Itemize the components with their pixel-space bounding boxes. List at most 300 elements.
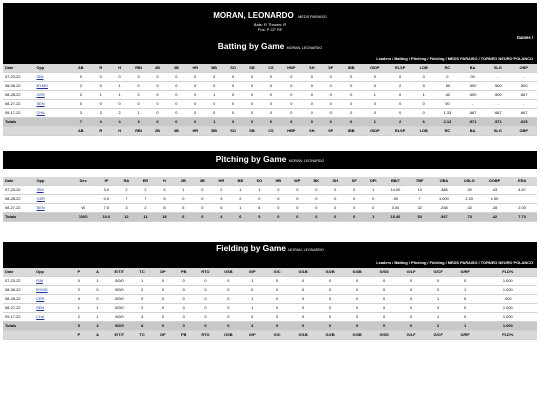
pitching-row	[3, 186, 537, 195]
pitching-row-cell: 7	[117, 195, 136, 204]
fielding-row-cell: 0	[217, 286, 240, 295]
batting-footer-header-cell: HR	[186, 127, 205, 136]
pitching-totals-row-cell: 12	[117, 213, 136, 222]
fielding-row-cell: 1.000	[479, 277, 537, 286]
pitching-column-header-cell: BB	[231, 177, 250, 186]
fielding-totals-row-cell: 0	[398, 322, 425, 331]
batting-row-cell: 07-23-22	[3, 73, 35, 82]
pitching-row-cell: 1	[231, 186, 250, 195]
pitching-row-cell: 7.0	[96, 204, 117, 213]
batting-row-cell: 0	[110, 73, 129, 82]
batting-row-cell: 0	[70, 100, 91, 109]
batting-row-cell: .667	[485, 109, 510, 118]
fielding-row-cell: 07-23-22	[3, 277, 34, 286]
pitching-totals-row-cell: 15.40	[383, 213, 408, 222]
batting-row-cell: 0	[280, 73, 302, 82]
batting-column-header-cell: OBP	[510, 64, 537, 73]
fielding-row-cell: 0/0/0	[107, 286, 132, 295]
fielding-footer-header-cell: PB	[173, 331, 194, 340]
fielding-row-cell: 1	[425, 295, 452, 304]
fielding-row-cell: 0	[290, 286, 317, 295]
pitching-row-cell: 1	[174, 186, 193, 195]
batting-row-cell: 3	[91, 109, 110, 118]
fielding-row-cell: 0/0/0	[107, 313, 132, 322]
fielding-totals-row	[3, 322, 537, 331]
pitching-totals-row-cell: .367	[431, 213, 456, 222]
pitching-totals-row-cell: 0	[193, 213, 212, 222]
fielding-column-header-cell: E/T/T	[107, 268, 132, 277]
pitching-totals-row-cell: 1	[364, 213, 383, 222]
batting-footer-header-cell: IBB	[340, 127, 362, 136]
fielding-totals-row-cell: 2	[425, 322, 452, 331]
opponent-link[interactable]: ISM	[35, 186, 71, 195]
batting-totals-row-cell: 4	[110, 118, 129, 127]
fielding-footer-header-cell: G/CF	[425, 331, 452, 340]
opponent-link[interactable]: ISM	[34, 277, 69, 286]
pitching-row-cell: 3	[212, 195, 231, 204]
pitching-row-cell: 7	[136, 195, 155, 204]
batting-totals-row-cell	[35, 118, 71, 127]
pitching-row-cell: 08-27-22	[3, 204, 35, 213]
pitching-row-cell: 0	[269, 186, 288, 195]
batting-row-cell: 0	[388, 100, 413, 109]
batting-row-cell: 08-27-22	[3, 100, 35, 109]
batting-footer-header-cell: SB	[243, 127, 262, 136]
fielding-row-cell: 0/0/0	[107, 304, 132, 313]
batting-row-cell: 0	[302, 109, 321, 118]
fielding-footer-header-cell: G/3B	[344, 331, 371, 340]
fielding-header	[3, 242, 537, 268]
fielding-row-cell: 0	[398, 277, 425, 286]
batting-row-cell: 0	[91, 82, 110, 91]
batting-row-cell: -	[510, 100, 537, 109]
fielding-row-cell: 2	[132, 304, 153, 313]
fielding-row	[3, 295, 537, 304]
fielding-row-cell: 1	[240, 304, 265, 313]
batting-footer-header-cell: BB	[205, 127, 224, 136]
pitching-totals-row-cell: 6	[231, 213, 250, 222]
batting-nav-links[interactable]: Leaders / Batting / Pitching / Fielding / MEDS PARAISO / TORNEO NEURO POLANCO	[376, 56, 533, 61]
pitching-totals-row-cell: Totals	[3, 213, 35, 222]
batting-column-header-cell: Opp	[35, 64, 71, 73]
batting-row-cell: 2	[388, 82, 413, 91]
batting-row-cell: .667	[510, 91, 537, 100]
pitching-player: MORAN, LEONARDO	[288, 159, 325, 163]
batting-row-cell: 0	[340, 82, 362, 91]
pitching-row-cell: 0	[288, 204, 307, 213]
batting-totals-row-cell: 0	[224, 118, 243, 127]
fielding-row-cell: 0	[371, 295, 398, 304]
batting-row-cell: 0	[302, 100, 321, 109]
fielding-table	[3, 268, 537, 340]
batting-row-cell: 0	[321, 73, 340, 82]
batting-row-cell: 0	[186, 100, 205, 109]
pitching-row-cell: 4.67	[507, 186, 537, 195]
fielding-column-header-cell: RTO	[194, 268, 217, 277]
batting-row-cell: 0	[302, 73, 321, 82]
fielding-row-cell: 0	[217, 304, 240, 313]
pitching-row-cell: 0	[326, 204, 345, 213]
pitching-totals-row-cell: 9	[250, 213, 269, 222]
batting-footer-header-cell	[3, 127, 35, 136]
batting-row-cell: 0	[388, 91, 413, 100]
fielding-footer-header-cell: G/RF	[452, 331, 479, 340]
fielding-totals-row-cell: 0/0/0	[107, 322, 132, 331]
pitching-row-cell: 3.00	[383, 204, 408, 213]
pitching-title: Pitching by Game	[215, 154, 287, 164]
batting-column-header-cell: HR	[186, 64, 205, 73]
fielding-column-header-cell: G/2B	[317, 268, 344, 277]
batting-column-header-cell: BA	[460, 64, 485, 73]
batting-row-cell: 0	[243, 91, 262, 100]
fielding-row-cell: 0	[398, 304, 425, 313]
fielding-column-header-cell: OSB	[217, 268, 240, 277]
batting-row-cell: 0	[388, 109, 413, 118]
pitching-column-header-cell: SF	[345, 177, 364, 186]
pitching-row-cell: 0	[326, 195, 345, 204]
batting-totals-row-cell: 0	[280, 118, 302, 127]
fielding-row-cell: 0	[153, 313, 174, 322]
pitching-column-header-cell: OSLG	[457, 177, 482, 186]
batting-row-cell: -	[510, 73, 537, 82]
batting-row-cell: 0	[280, 100, 302, 109]
player-header	[3, 3, 537, 44]
fielding-row	[3, 286, 537, 295]
batting-player: MORAN, LEONARDO	[286, 46, 323, 50]
batting-row-cell: 0	[224, 82, 243, 91]
batting-row-cell: 0	[167, 91, 186, 100]
fielding-row-cell: 0	[194, 286, 217, 295]
pitching-column-header-cell: BB/7	[383, 177, 408, 186]
batting-row-cell: 09-17-22	[3, 109, 35, 118]
batting-row-cell: 0	[362, 73, 387, 82]
batting-row-cell: 0	[280, 91, 302, 100]
fielding-row-cell: 0	[132, 295, 153, 304]
pitching-table	[3, 177, 537, 222]
opponent-link[interactable]: CER	[35, 195, 71, 204]
batting-footer-header-cell: OBP	[510, 127, 537, 136]
fielding-row-cell: 0	[173, 304, 194, 313]
fielding-footer-header-cell: G/SS	[371, 331, 398, 340]
fielding-row-cell: 0	[88, 295, 107, 304]
batting-footer-header-cell: HBP	[280, 127, 302, 136]
fielding-row-cell: 0	[194, 304, 217, 313]
fielding-row-cell: 1	[88, 313, 107, 322]
pitching-row-cell: 0	[288, 195, 307, 204]
batting-row-cell: 2	[129, 91, 148, 100]
fielding-row-cell: 0	[153, 277, 174, 286]
batting-footer-header-cell: BA	[460, 127, 485, 136]
pitching-row-cell: 0	[364, 204, 383, 213]
fielding-column-header-cell: G/RF	[452, 268, 479, 277]
batting-totals-row-cell: 6	[413, 118, 435, 127]
batting-row-cell: 0	[413, 100, 435, 109]
batting-row-cell: 0	[340, 73, 362, 82]
batting-row-cell: 0	[148, 100, 167, 109]
pitching-column-header-cell: Date	[3, 177, 35, 186]
pitching-column-header-cell: SO	[250, 177, 269, 186]
fielding-row-cell: 09-17-22	[3, 313, 34, 322]
pitching-totals-row-cell: .42	[482, 213, 507, 222]
fielding-totals-row-cell: 0	[153, 322, 174, 331]
pitching-totals-row-cell: 0	[269, 213, 288, 222]
fielding-row-cell: 0	[425, 277, 452, 286]
batting-title: Batting by Game	[217, 41, 285, 51]
fielding-footer-header-cell: OSB	[217, 331, 240, 340]
pitching-row-cell: 2	[231, 195, 250, 204]
opponent-link[interactable]: SEN	[34, 304, 69, 313]
games-link[interactable]: Games /	[516, 35, 533, 40]
fielding-totals-row-cell: Totals	[3, 322, 34, 331]
opponent-link[interactable]: CER	[35, 91, 71, 100]
pitching-totals-row-cell: 10.0	[96, 213, 117, 222]
pitching-row-cell: 14.00	[383, 186, 408, 195]
batting-footer-header-cell: GIDP	[362, 127, 387, 136]
fielding-footer-header-cell: G/LF	[398, 331, 425, 340]
batting-row-cell: -	[460, 100, 485, 109]
batting-row-cell: 00	[460, 73, 485, 82]
pitching-column-header-cell: DPI	[364, 177, 383, 186]
fielding-totals-row-cell: 0	[344, 322, 371, 331]
fielding-row-cell: 0	[317, 277, 344, 286]
pitching-row-cell: 3.0	[96, 186, 117, 195]
batting-footer-header-cell: RC	[435, 127, 460, 136]
fielding-column-header-cell: G/3B	[344, 268, 371, 277]
player-name: MORAN, LEONARDO	[213, 11, 294, 20]
pitching-row-cell: 0	[345, 186, 364, 195]
fielding-player: MORAN, LEONARDO	[288, 248, 324, 252]
batting-column-header-cell: R	[91, 64, 110, 73]
batting-column-header-cell: GIDP	[362, 64, 387, 73]
fielding-nav-links[interactable]: Leaders / Batting / Pitching / Fielding / MEDS PARAISO / TORNEO NEURO POLANCO	[376, 260, 533, 265]
batting-row-cell: .667	[510, 109, 537, 118]
pitching-totals-row-cell: 11	[136, 213, 155, 222]
batting-row-cell: 0	[129, 100, 148, 109]
batting-row-cell: 1	[91, 91, 110, 100]
pitching-row-cell: 0	[212, 204, 231, 213]
pitching-row-cell: 2	[136, 186, 155, 195]
fielding-footer-header-cell: RTO	[194, 331, 217, 340]
fielding-row-cell: 0	[371, 313, 398, 322]
pitching-row-cell: 0	[345, 195, 364, 204]
pitching-row-cell: 0	[269, 204, 288, 213]
batting-row-cell: 0	[186, 82, 205, 91]
fielding-row-cell: 0	[69, 277, 88, 286]
fielding-row-cell: 08-27-22	[3, 304, 34, 313]
batting-row-cell: 00	[435, 100, 460, 109]
batting-row-cell: 0	[224, 100, 243, 109]
opponent-link[interactable]: SEN	[35, 100, 71, 109]
batting-row	[3, 73, 537, 82]
fielding-totals-row-cell: 8	[132, 322, 153, 331]
batting-row-cell: 0	[205, 100, 224, 109]
pitching-totals-row-cell: 53	[408, 213, 431, 222]
batting-column-header-cell: 3B	[167, 64, 186, 73]
batting-row-cell: 0	[70, 73, 91, 82]
pitching-row-cell: 0	[345, 204, 364, 213]
fielding-totals-row-cell	[34, 322, 69, 331]
batting-row-cell: 0	[205, 73, 224, 82]
batting-row-cell: 0	[261, 100, 280, 109]
batting-column-header-cell: AB	[70, 64, 91, 73]
batting-row-cell: 0	[243, 109, 262, 118]
fielding-totals-row-cell: 1	[452, 322, 479, 331]
fielding-row-cell: 0/0/0	[107, 277, 132, 286]
batting-footer-header-cell: CS	[261, 127, 280, 136]
batting-row-cell: 3	[70, 109, 91, 118]
pitching-row-cell: 14	[408, 186, 431, 195]
batting-column-header-cell: RC	[435, 64, 460, 73]
batting-column-header-cell: IBB	[340, 64, 362, 73]
opponent-link[interactable]: SEN	[35, 204, 71, 213]
fielding-row-cell: 0	[344, 313, 371, 322]
pitching-header	[3, 151, 537, 169]
batting-row-cell: .50	[435, 82, 460, 91]
batting-column-header-cell: BB	[205, 64, 224, 73]
batting-totals-row-cell: 0	[340, 118, 362, 127]
pitching-column-header-cell: 3B	[193, 177, 212, 186]
fielding-totals-row-cell: 0	[194, 322, 217, 331]
fielding-row-cell: 1.000	[479, 286, 537, 295]
fielding-row-cell: .000	[479, 295, 537, 304]
batting-footer-header-cell: RLSP	[388, 127, 413, 136]
pitching-row-cell: 8	[250, 204, 269, 213]
pitching-totals-row-cell: 4	[212, 213, 231, 222]
pitching-column-header-cell: RA	[117, 177, 136, 186]
fielding-row-cell: 1	[88, 277, 107, 286]
batting-row-cell: 1	[110, 82, 129, 91]
pitching-row-cell: 0	[288, 186, 307, 195]
pitching-row-cell: 0	[307, 195, 326, 204]
fielding-footer-header-cell: E/T/T	[107, 331, 132, 340]
batting-row-cell: 0	[261, 109, 280, 118]
fielding-column-header-cell: P	[69, 268, 88, 277]
fielding-row-cell: 1	[132, 277, 153, 286]
pitching-totals-row-cell: 0	[307, 213, 326, 222]
batting-totals-row-cell: Totals	[3, 118, 35, 127]
fielding-totals-row-cell: 0	[217, 322, 240, 331]
fielding-title: Fielding by Game	[216, 243, 286, 253]
fielding-row-cell: 1	[88, 304, 107, 313]
batting-title-row	[3, 41, 537, 51]
fielding-row-cell: 0	[290, 304, 317, 313]
opponent-link[interactable]: CHA	[35, 109, 71, 118]
opponent-link[interactable]: CHA	[34, 313, 69, 322]
fielding-column-header-cell: G/1B	[290, 268, 317, 277]
fielding-row-cell: 0	[371, 277, 398, 286]
fielding-column-header-cell: Date	[3, 268, 34, 277]
batting-row-cell: 1.33	[435, 109, 460, 118]
opponent-link[interactable]: CER	[34, 295, 69, 304]
pitching-column-header-cell: H	[155, 177, 174, 186]
batting-column-header-cell: SH	[302, 64, 321, 73]
batting-row	[3, 100, 537, 109]
fielding-row-cell: 0	[265, 304, 290, 313]
batting-column-header-cell: RBI	[129, 64, 148, 73]
batting-row-cell: 0	[205, 109, 224, 118]
fielding-row	[3, 313, 537, 322]
batting-row-cell: 0	[167, 100, 186, 109]
pitching-row	[3, 204, 537, 213]
fielding-column-header-cell: PB	[173, 268, 194, 277]
pitching-row-cell: .00	[383, 195, 408, 204]
pitching-totals-row-cell: 6	[174, 213, 193, 222]
fielding-row-cell: 0	[173, 286, 194, 295]
batting-totals-row-cell: 0	[186, 118, 205, 127]
pitching-row-cell: 0	[269, 195, 288, 204]
batting-row-cell: 0	[362, 100, 387, 109]
batting-row-cell: 0	[362, 82, 387, 91]
batting-table	[3, 64, 537, 136]
fielding-row-cell: 0	[371, 304, 398, 313]
fielding-column-header-cell: FLD%	[479, 268, 537, 277]
pitching-row-cell: 0	[193, 195, 212, 204]
pitching-row-cell: 1	[364, 186, 383, 195]
batting-row-cell: .667	[460, 109, 485, 118]
batting-row-cell: 0	[261, 82, 280, 91]
fielding-row-cell: 0	[240, 313, 265, 322]
batting-totals-row-cell: .625	[510, 118, 537, 127]
fielding-row-cell: 0	[217, 277, 240, 286]
fielding-totals-row-cell: 0	[371, 322, 398, 331]
fielding-totals-row-cell: 0	[173, 322, 194, 331]
pitching-row-cell: 0	[326, 186, 345, 195]
batting-column-header-cell: HBP	[280, 64, 302, 73]
pitching-totals-row-cell: 0	[326, 213, 345, 222]
batting-row-cell: .500	[460, 91, 485, 100]
pitching-row-cell: 0.0	[96, 195, 117, 204]
batting-row-cell: 0	[413, 73, 435, 82]
fielding-totals-row-cell: 1.000	[479, 322, 537, 331]
fielding-row-cell: 2	[132, 286, 153, 295]
batting-row-cell: 0	[321, 91, 340, 100]
batting-row-cell: .500	[510, 82, 537, 91]
batting-column-header-cell: RLSP	[388, 64, 413, 73]
pitching-totals-row-cell: .73	[457, 213, 482, 222]
bats-throws: Bats: R Throws: R	[253, 22, 287, 28]
fielding-footer-header-cell: G/2B	[317, 331, 344, 340]
pitching-row-cell	[71, 186, 96, 195]
batting-totals-row-cell: 2.13	[435, 118, 460, 127]
batting-row-cell: 08-06-22	[3, 82, 35, 91]
opponent-link[interactable]: ISM	[35, 73, 71, 82]
fielding-row-cell: 0	[398, 295, 425, 304]
fielding-row-cell: 0	[194, 295, 217, 304]
pitching-row-cell: .43	[482, 186, 507, 195]
fielding-column-header-cell: Opp	[34, 268, 69, 277]
fielding-row-cell: 0	[290, 277, 317, 286]
fielding-row-cell: 1.000	[479, 304, 537, 313]
batting-footer-header-cell: SLG	[485, 127, 510, 136]
fielding-row-cell: 0	[153, 286, 174, 295]
fielding-row-cell: 1	[240, 277, 265, 286]
batting-totals-row-cell: 0	[261, 118, 280, 127]
batting-row-cell: 0	[205, 82, 224, 91]
batting-footer-header-cell: SO	[224, 127, 243, 136]
opponent-link[interactable]: BYMG	[34, 286, 69, 295]
fielding-footer-header-cell: G/C	[265, 331, 290, 340]
opponent-link[interactable]: BYMG	[35, 82, 71, 91]
fielding-totals-row-cell: 0	[290, 322, 317, 331]
batting-row-cell: 0	[261, 91, 280, 100]
batting-totals-row-cell: 0	[302, 118, 321, 127]
batting-row-cell: 2	[70, 82, 91, 91]
batting-column-header-cell: H	[110, 64, 129, 73]
pitching-column-header-cell: Dec	[71, 177, 96, 186]
batting-row-cell: 2	[110, 109, 129, 118]
pitching-row-cell: 3	[117, 204, 136, 213]
batting-row-cell: 0	[280, 82, 302, 91]
